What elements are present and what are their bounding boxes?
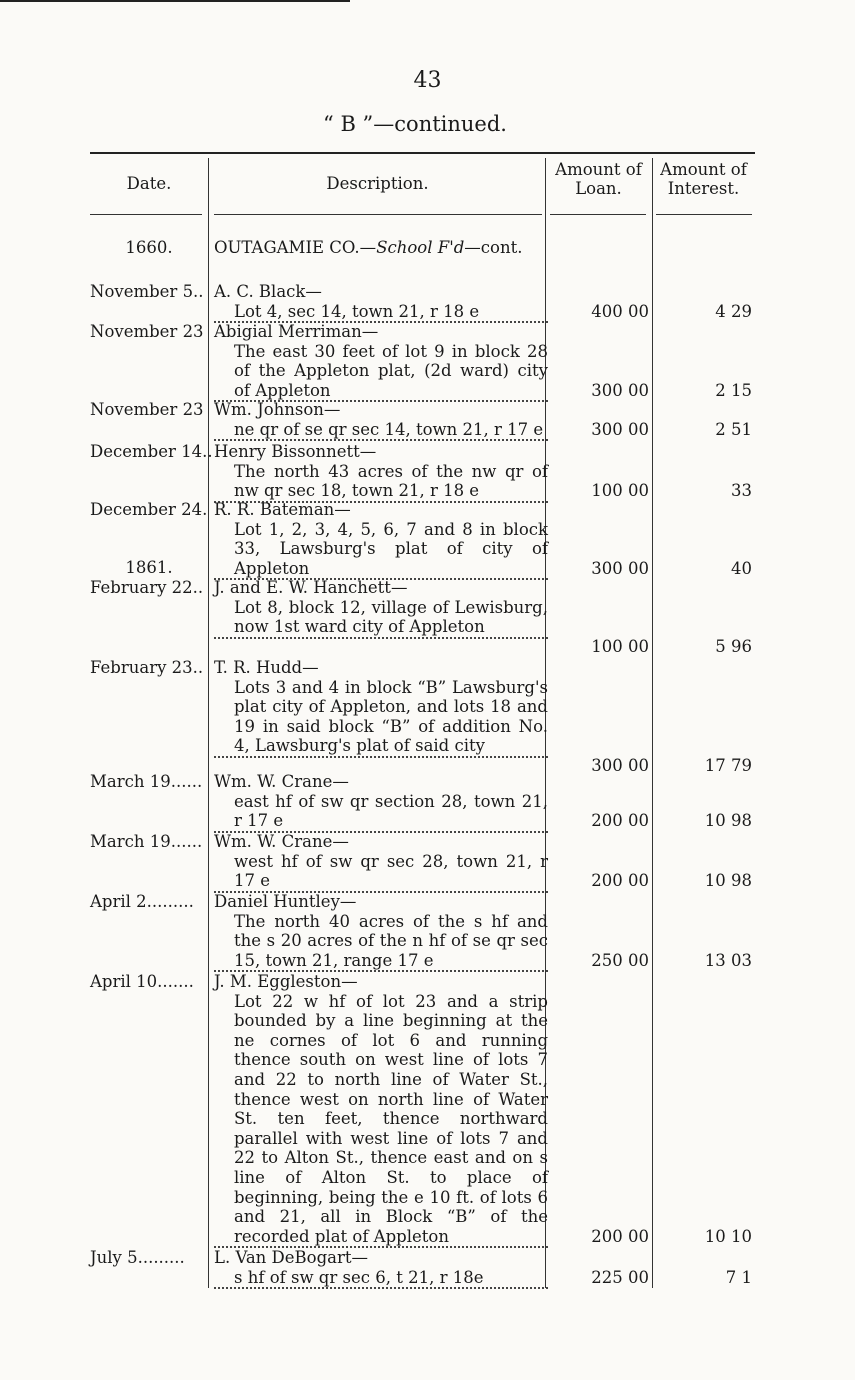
interest-amount: 2 15 <box>715 380 752 400</box>
header-description: Description. <box>326 174 429 193</box>
interest-amount: 5 96 <box>715 636 752 656</box>
loan-amount: 300 00 <box>591 558 649 578</box>
header-interest: Amount of Interest. <box>660 160 747 198</box>
header-loan: Amount of Loan. <box>555 160 642 198</box>
loan-amount: 225 00 <box>591 1267 649 1287</box>
interest-amount: 4 29 <box>715 301 752 321</box>
entry-description <box>214 442 548 503</box>
entry-date: November 23 <box>90 322 204 341</box>
year-label: 1861. <box>125 558 173 577</box>
table-top-rule <box>90 152 755 154</box>
loan-amount: 250 00 <box>591 950 649 970</box>
loan-amount: 100 00 <box>591 481 649 501</box>
interest-amount: 17 79 <box>704 756 752 775</box>
borrower-name: R. R. Bateman— <box>214 500 351 519</box>
header-underline <box>214 214 542 215</box>
borrower-name: J. and E. W. Hanchett— <box>214 578 408 597</box>
entry-description <box>214 578 548 639</box>
entry-date: July 5......... <box>90 1248 185 1267</box>
property-description: The north 43 acres of the nw qr of nw qr sec 18, town 21, r 18 e <box>214 462 548 503</box>
interest-amount: 13 03 <box>704 950 752 970</box>
entry-description <box>214 500 548 580</box>
entry-date: April 2......... <box>90 892 194 911</box>
page-number: 43 <box>413 68 442 93</box>
property-description: Lot 4, sec 14, town 21, r 18 e <box>214 302 548 324</box>
interest-amount: 10 98 <box>704 871 752 891</box>
property-description: The east 30 feet of lot 9 in block 28 of the Appleton plat, (2d ward) city of Appleton <box>214 342 548 403</box>
loan-amount: 300 00 <box>591 380 649 400</box>
loan-amount: 300 00 <box>591 756 649 775</box>
property-description: Lot 1, 2, 3, 4, 5, 6, 7 and 8 in block 33, Lawsburg's plat of city of Appleton <box>214 520 548 581</box>
loan-amount: 400 00 <box>591 301 649 321</box>
borrower-name: Daniel Huntley— <box>214 892 357 911</box>
county-heading: OUTAGAMIE CO.—School F'd—cont. <box>214 238 523 257</box>
property-description: Lot 8, block 12, village of Lewisburg, now 1st ward city of Appleton <box>214 598 548 639</box>
borrower-name: Abigial Merriman— <box>214 322 379 341</box>
borrower-name: Henry Bissonnett— <box>214 442 377 461</box>
header-date: Date. <box>126 174 172 193</box>
loan-amount: 200 00 <box>591 1226 649 1246</box>
entry-description <box>214 892 548 972</box>
header-underline <box>656 214 752 215</box>
entry-description <box>214 658 548 758</box>
entry-description <box>214 772 548 833</box>
borrower-name: Wm. W. Crane— <box>214 772 349 791</box>
entry-description <box>214 282 548 323</box>
loan-amount: 200 00 <box>591 811 649 831</box>
interest-amount: 7 1 <box>725 1267 752 1287</box>
entry-date: February 23.. <box>90 658 204 677</box>
borrower-name: A. C. Black— <box>214 282 322 301</box>
interest-amount: 10 98 <box>704 811 752 831</box>
property-description: east hf of sw qr section 28, town 21, r 17 e <box>214 792 548 833</box>
page-heading: “ B ”—continued. <box>323 112 507 136</box>
column-divider <box>652 158 653 1288</box>
entry-description <box>214 832 548 893</box>
borrower-name: Wm. W. Crane— <box>214 832 349 851</box>
property-description: west hf of sw qr sec 28, town 21, r 17 e <box>214 852 548 893</box>
top-rule <box>0 0 350 2</box>
entry-date: February 22.. <box>90 578 204 597</box>
entry-description <box>214 1248 548 1289</box>
property-description: s hf of sw qr sec 6, t 21, r 18e <box>214 1268 548 1290</box>
entry-date: March 19...... <box>90 772 203 791</box>
entry-date: November 23 <box>90 400 204 419</box>
loan-amount: 200 00 <box>591 871 649 891</box>
property-description: Lot 22 w hf of lot 23 and a strip bounded by a line beginning at the ne cornes of lot 6 and running thence south on west line of lots 7 and 22 to north line of Water St., thence west on north line of Water St. ten feet, thence northward parallel with west line of lots 7 and 22 to Alton St., thence east and on s line of Alton St. to place of beginning, being the e 10 ft. of lots 6 and 21, all in Block “B” of the recorded plat of Appleton <box>214 992 548 1249</box>
entry-date: November 5.. <box>90 282 204 301</box>
interest-amount: 10 10 <box>704 1226 752 1246</box>
borrower-name: T. R. Hudd— <box>214 658 319 677</box>
header-underline <box>90 214 202 215</box>
loan-amount: 300 00 <box>591 419 649 439</box>
entry-date: April 10....... <box>90 972 194 991</box>
entry-date: December 24. <box>90 500 208 519</box>
interest-amount: 2 51 <box>715 419 752 439</box>
year-label: 1660. <box>125 238 173 257</box>
column-divider <box>208 158 209 1288</box>
borrower-name: Wm. Johnson— <box>214 400 341 419</box>
entry-description <box>214 322 548 402</box>
header-underline <box>550 214 646 215</box>
entry-description <box>214 400 548 441</box>
property-description: Lots 3 and 4 in block “B” Lawsburg's plat city of Appleton, and lots 18 and 19 in said block “B” of addition No. 4, Lawsburg's plat of said city <box>214 678 548 758</box>
entry-description <box>214 972 548 1248</box>
property-description: The north 40 acres of the s hf and the s 20 acres of the n hf of se qr sec 15, town 21, range 17 e <box>214 912 548 973</box>
borrower-name: L. Van DeBogart— <box>214 1248 369 1267</box>
entry-date: December 14.. <box>90 442 213 461</box>
interest-amount: 33 <box>731 481 752 501</box>
loan-amount: 100 00 <box>591 636 649 656</box>
borrower-name: J. M. Eggleston— <box>214 972 358 991</box>
interest-amount: 40 <box>731 558 752 578</box>
entry-date: March 19...... <box>90 832 203 851</box>
property-description: ne qr of se qr sec 14, town 21, r 17 e <box>214 420 548 442</box>
